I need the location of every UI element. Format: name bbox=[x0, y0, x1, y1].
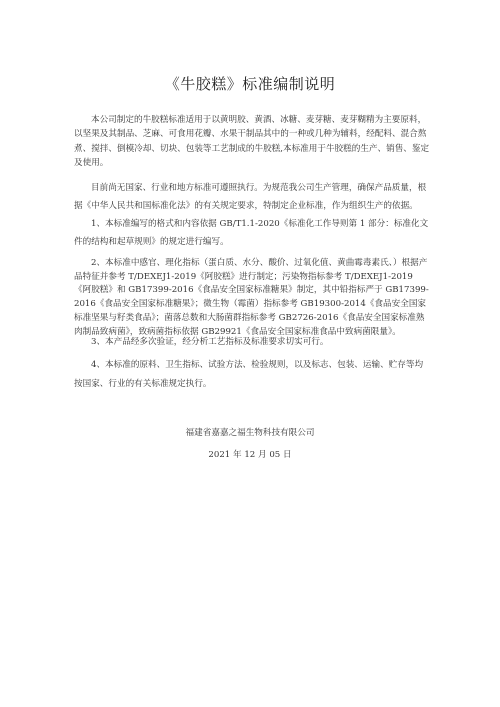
document-title: 《牛胶糕》标准编制说明 bbox=[164, 75, 336, 93]
paragraph-basis: 目前尚无国家、行业和地方标准可遵照执行。为规范我公司生产管理，确保产品质量，根据《中华人民共和国标准化法》的有关规定要求，特制定企业标准，作为组织生产的依据。 bbox=[74, 183, 427, 211]
paragraph-item-2: 2、本标准中感官、理化指标（蛋白质、水分、酸价、过氧化值、黄曲霉毒素氏、）根据产品特征并参考 T/DEXEJ1-2019《阿胶糕》进行制定；污染物指标参考 T/DEXEJ1-2019《阿胶糕》和 GB17399-2016《食品安全国家标准糖果》制定，其中铅指标严于 GB17399-2016《食品安全国家标准糖果》；微生物（霉菌）指标参考 GB19300-2014《食品安全国家标准坚果与籽类食品》；菌落总数和大肠菌群指标参考 GB2726-2016《食品安全国家标准熟肉制品致病菌》，致病菌指标依据 GB29921《食品安全国家标准食品中致病菌限量》。 bbox=[74, 258, 429, 337]
company-name: 福建省嘉嘉之福生物科技有限公司 bbox=[185, 428, 315, 438]
paragraph-item-1: 1、本标准编写的格式和内容依据 GB/T1.1-2020《标准化工作导则第 1 部分：标准化文件的结构和起草规则》的规定进行编写。 bbox=[74, 219, 429, 247]
paragraph-item-3: 3、本产品经多次验证，经分析工艺指标及标准要求切实可行。 bbox=[91, 337, 329, 347]
document-date: 2021 年 12 月 05 日 bbox=[208, 450, 292, 460]
paragraph-item-4: 4、本标准的原料、卫生指标、试验方法、检验规则，以及标志、包装、运输、贮存等均按国家、行业的有关标准规定执行。 bbox=[74, 360, 424, 389]
paragraph-scope: 本公司制定的牛胶糕标准适用于以黄明胶、黄酒、冰糖、麦芽糖、麦芽糊精为主要原料，以坚果及其制品、芝麻、可食用花瓣、水果干制品其中的一种或几种为辅料，经配料、混合熬煮、搅拌、倒模冷却、切块、包装等工艺制成的牛胶糕,本标准用于牛胶糕的生产、销售、鉴定及使用。 bbox=[74, 115, 430, 168]
